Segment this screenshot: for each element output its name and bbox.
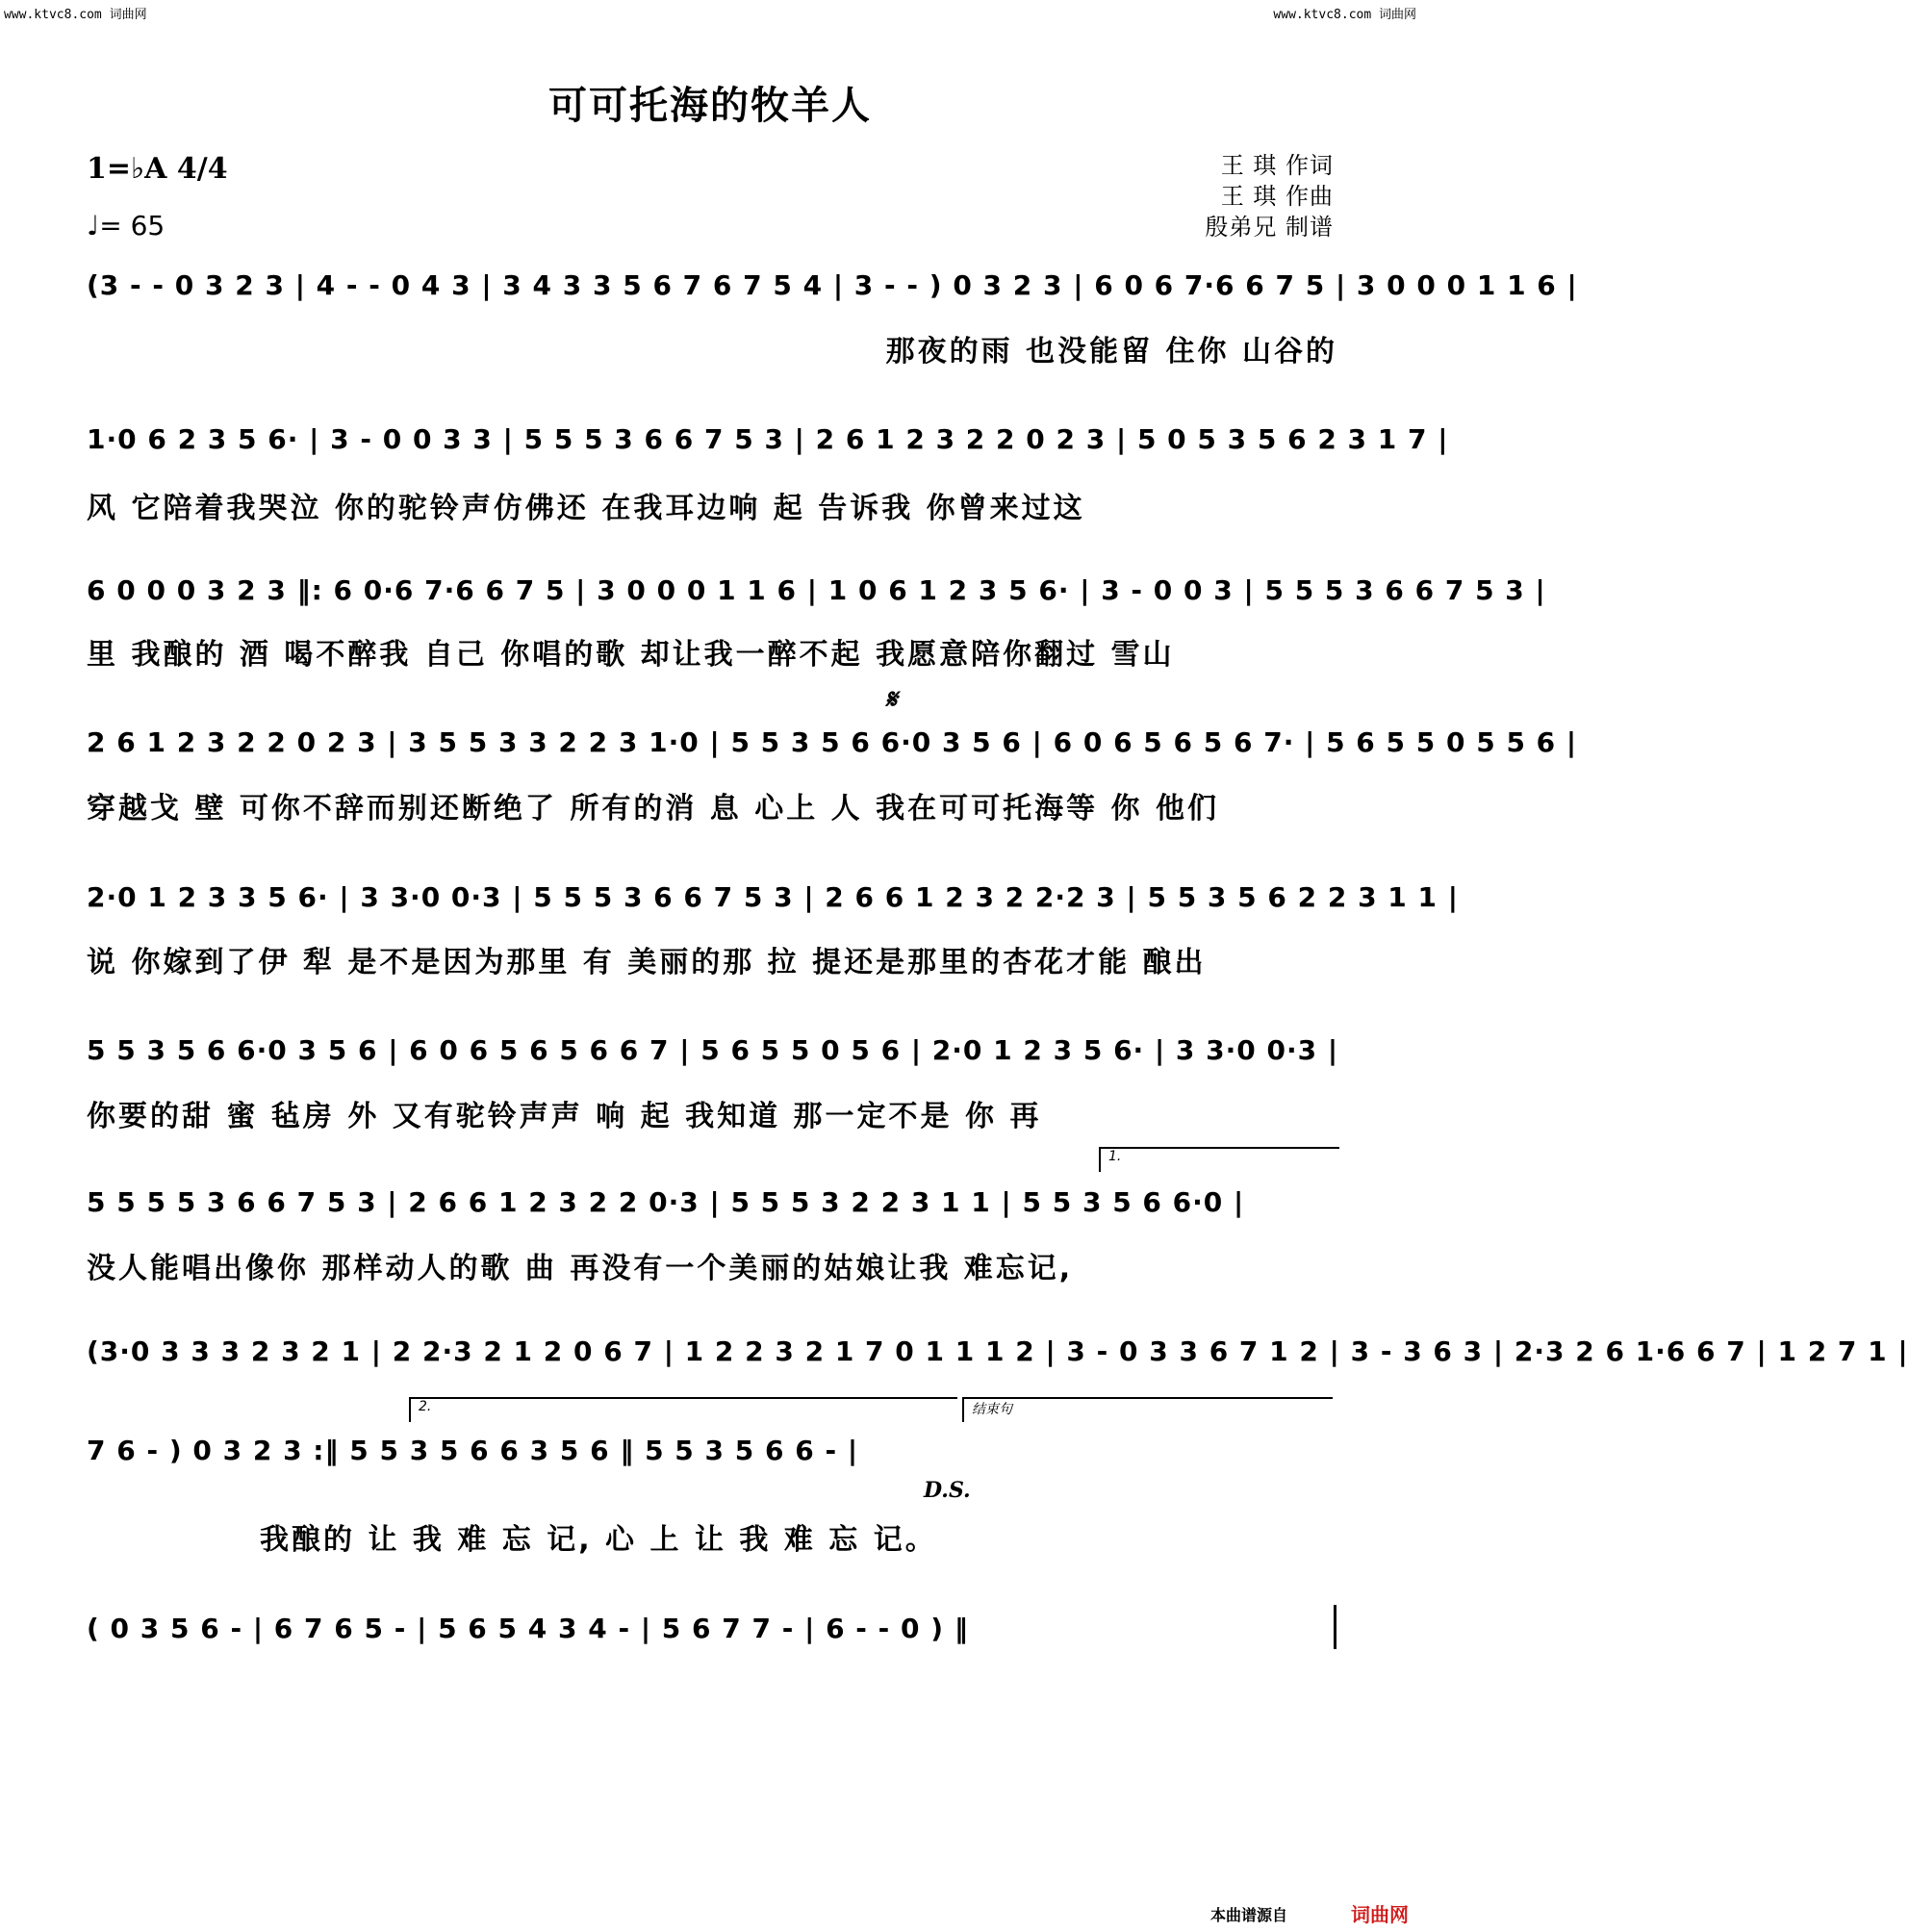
lyric-row-5: 说 你嫁到了伊 犁 是不是因为那里 有 美丽的那 拉 提还是那里的杏花才能 酿出 [87,946,1207,979]
site-url-left[interactable]: www.ktvc8.com 词曲网 [4,8,147,22]
final-barline [1334,1605,1336,1649]
notation-row-1: (3 - - 0 3 2 3 | 4 - - 0 4 3 | 3 4 3 3 5 6 7 6 7 5 4 | 3 - - ) 0 3 2 3 | 6 0 6 7·6 6 7 5 | 3 0 0 0 1 1 6 | [87,269,1578,301]
notation-row-5: 2·0 1 2 3 3 5 6· | 3 3·0 0·3 | 5 5 5 3 6 6 7 5 3 | 2 6 6 1 2 3 2 2·2 3 | 5 5 3 5 6 2 2 3 1 1 | [87,881,1459,913]
key-signature: 1=♭A 4/4 [87,152,228,186]
notation-row-2: 1·0 6 2 3 5 6· | 3 - 0 0 3 3 | 5 5 5 3 6 6 7 5 3 | 2 6 1 2 3 2 2 0 2 3 | 5 0 5 3 5 6 2 3 1 7 | [87,423,1449,455]
arranger-credit: 殷弟兄 制谱 [1205,214,1334,241]
lyric-row-9: 我酿的 让 我 难 忘 记, 心 上 让 我 难 忘 记。 [260,1523,937,1557]
ending-label: 结束句 [972,1402,1012,1417]
footer-site-logo[interactable]: 词曲网 [1351,1903,1409,1926]
volta-2-bracket [409,1397,957,1422]
lyric-row-6: 你要的甜 蜜 毡房 外 又有驼铃声声 响 起 我知道 那一定不是 你 再 [87,1100,1042,1133]
ending-bracket [962,1397,1333,1422]
notation-row-10: ( 0 3 5 6 - | 6 7 6 5 - | 5 6 5 4 3 4 - | 5 6 7 7 - | 6 - - 0 ) ‖ [87,1613,969,1644]
notation-row-6: 5 5 3 5 6 6·0 3 5 6 | 6 0 6 5 6 5 6 6 7 | 5 6 5 5 0 5 6 | 2·0 1 2 3 5 6· | 3 3·0 0·3 | [87,1034,1339,1066]
site-url-right[interactable]: www.ktvc8.com 词曲网 [1273,8,1416,22]
lyric-row-4: 穿越戈 壁 可你不辞而别还断绝了 所有的消 息 心上 人 我在可可托海等 你 他们 [87,792,1219,826]
notation-row-9: 7 6 - ) 0 3 2 3 :‖ 5 5 3 5 6 6 3 5 6 ‖ 5 5 3 5 6 6 - | [87,1435,859,1466]
dal-segno-marking: D.S. [924,1478,971,1503]
lyricist-credit: 王 琪 作词 [1220,152,1334,179]
lyric-row-7: 没人能唱出像你 那样动人的歌 曲 再没有一个美丽的姑娘让我 难忘记, [87,1252,1074,1285]
notation-row-4: 2 6 1 2 3 2 2 0 2 3 | 3 5 5 3 3 2 2 3 1·0 | 5 5 3 5 6 6·0 3 5 6 | 6 0 6 5 6 5 6 7· | 5 6 5 5 0 5 5 6 | [87,726,1578,758]
volta-2-label: 2. [419,1399,432,1414]
tempo-marking: ♩= 65 [87,210,165,242]
composer-credit: 王 琪 作曲 [1220,183,1334,210]
lyric-row-1: 那夜的雨 也没能留 住你 山谷的 [885,335,1337,369]
lyric-row-3: 里 我酿的 酒 喝不醉我 自己 你唱的歌 却让我一醉不起 我愿意陪你翻过 雪山 [87,638,1175,672]
notation-row-7: 5 5 5 5 3 6 6 7 5 3 | 2 6 6 1 2 3 2 2 0·3 | 5 5 5 3 2 2 3 1 1 | 5 5 3 5 6 6·0 | [87,1186,1245,1218]
segno-sign: 𝄋 [885,683,898,715]
volta-1-bracket [1099,1147,1339,1172]
notation-row-8: (3·0 3 3 3 2 3 2 1 | 2 2·3 2 1 2 0 6 7 | 1 2 2 3 2 1 7 0 1 1 1 2 | 3 - 0 3 3 6 7 1 2 | 3 - 3 6 3 | 2·3 2 6 1·6 6 7 | 1 2 7 1 | [87,1335,1909,1367]
footer-source-text: 本曲谱源自 [1210,1906,1288,1924]
notation-row-3: 6 0 0 0 3 2 3 ‖: 6 0·6 7·6 6 7 5 | 3 0 0 0 1 1 6 | 1 0 6 1 2 3 5 6· | 3 - 0 0 3 | 5 5 5 3 6 6 7 5 3 | [87,574,1546,606]
volta-1-label: 1. [1108,1149,1122,1164]
lyric-row-2: 风 它陪着我哭泣 你的驼铃声仿佛还 在我耳边响 起 告诉我 你曾来过这 [87,492,1085,525]
song-title: 可可托海的牧羊人 [548,84,872,128]
